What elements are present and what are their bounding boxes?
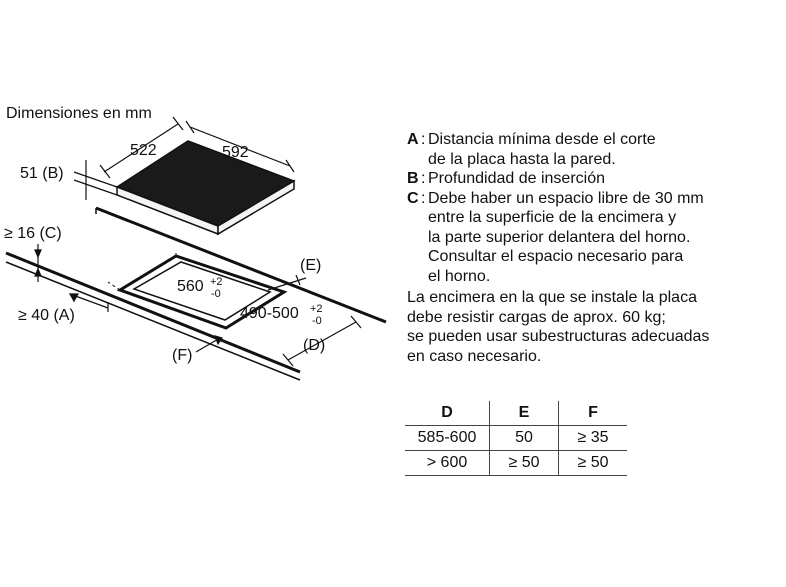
table-row <box>405 451 627 476</box>
note-line-4: en caso necesario. <box>407 347 542 365</box>
diagram-title: Dimensiones en mm <box>6 105 152 122</box>
table-header-d: D <box>405 401 490 426</box>
legend-c-line-2: entre la superficie de la encimera y <box>428 209 677 226</box>
legend <box>407 130 777 286</box>
legend-item-a: A : Distancia mínima desde el corte de la placa hasta la pared. <box>407 130 777 169</box>
label-c: ≥ 16 (C) <box>4 225 62 242</box>
legend-a-line-2: de la placa hasta la pared. <box>428 150 616 168</box>
label-d: (D) <box>303 337 326 354</box>
legend-item-b: B : Profundidad de inserción <box>407 169 777 189</box>
legend-key-b: B <box>407 170 419 187</box>
dimension-table <box>405 401 627 476</box>
label-522: 522 <box>130 142 157 159</box>
label-cutout-width-tol-bottom: -0 <box>211 288 221 300</box>
label-cutout-width-tol-top: +2 <box>210 276 223 288</box>
legend-b-line-1: Profundidad de inserción <box>428 170 606 187</box>
table-cell: ≥ 50 <box>490 451 559 476</box>
table-cell: ≥ 35 <box>559 426 628 451</box>
dimension-b <box>74 160 117 200</box>
label-f: (F) <box>172 347 193 364</box>
dimension-a <box>70 294 108 312</box>
dimension-c <box>35 244 41 282</box>
legend-key-a: A <box>407 131 419 148</box>
legend-item-c: C : Debe haber un espacio libre de 30 mm entre la superficie de la encimera y la parte superior delantera del horno. Consultar el espacio necesario para el horno. <box>407 189 777 287</box>
note-line-1: La encimera en la que se instale la placa <box>407 289 697 306</box>
table-cell: ≥ 50 <box>559 451 628 476</box>
legend-a-line-1: Distancia mínima desde el corte <box>428 131 656 148</box>
label-b: 51 (B) <box>20 165 64 182</box>
table-header-e: E <box>490 401 559 426</box>
legend-c-line-3: la parte superior delantera del horno. <box>428 228 691 246</box>
label-e: (E) <box>300 257 322 274</box>
table-cell: 585-600 <box>405 426 490 451</box>
table-header-f: F <box>588 404 598 421</box>
label-a: ≥ 40 (A) <box>18 307 75 324</box>
legend-c-line-1: Debe haber un espacio libre de 30 mm <box>428 189 704 207</box>
note-line-3: se pueden usar subestructuras adecuadas <box>407 328 710 345</box>
table-row <box>405 426 627 451</box>
label-592: 592 <box>222 144 249 161</box>
load-note <box>407 288 709 366</box>
legend-c-line-5: el horno. <box>428 267 491 285</box>
label-cutout-depth-tol-bottom: -0 <box>312 315 322 327</box>
label-cutout-width: 560 <box>177 278 204 295</box>
table-header-row <box>405 401 627 426</box>
legend-c-line-4: Consultar el espacio necesario para <box>428 248 684 265</box>
table-cell: > 600 <box>405 451 490 476</box>
legend-key-c: C <box>407 189 419 207</box>
dimension-d <box>283 316 361 366</box>
label-cutout-depth: 490-500 <box>240 305 299 322</box>
label-cutout-depth-tol-top: +2 <box>310 303 323 315</box>
note-line-2: debe resistir cargas de aprox. 60 kg; <box>407 308 666 326</box>
table-cell: 50 <box>490 426 559 451</box>
dimension-f <box>196 336 222 352</box>
